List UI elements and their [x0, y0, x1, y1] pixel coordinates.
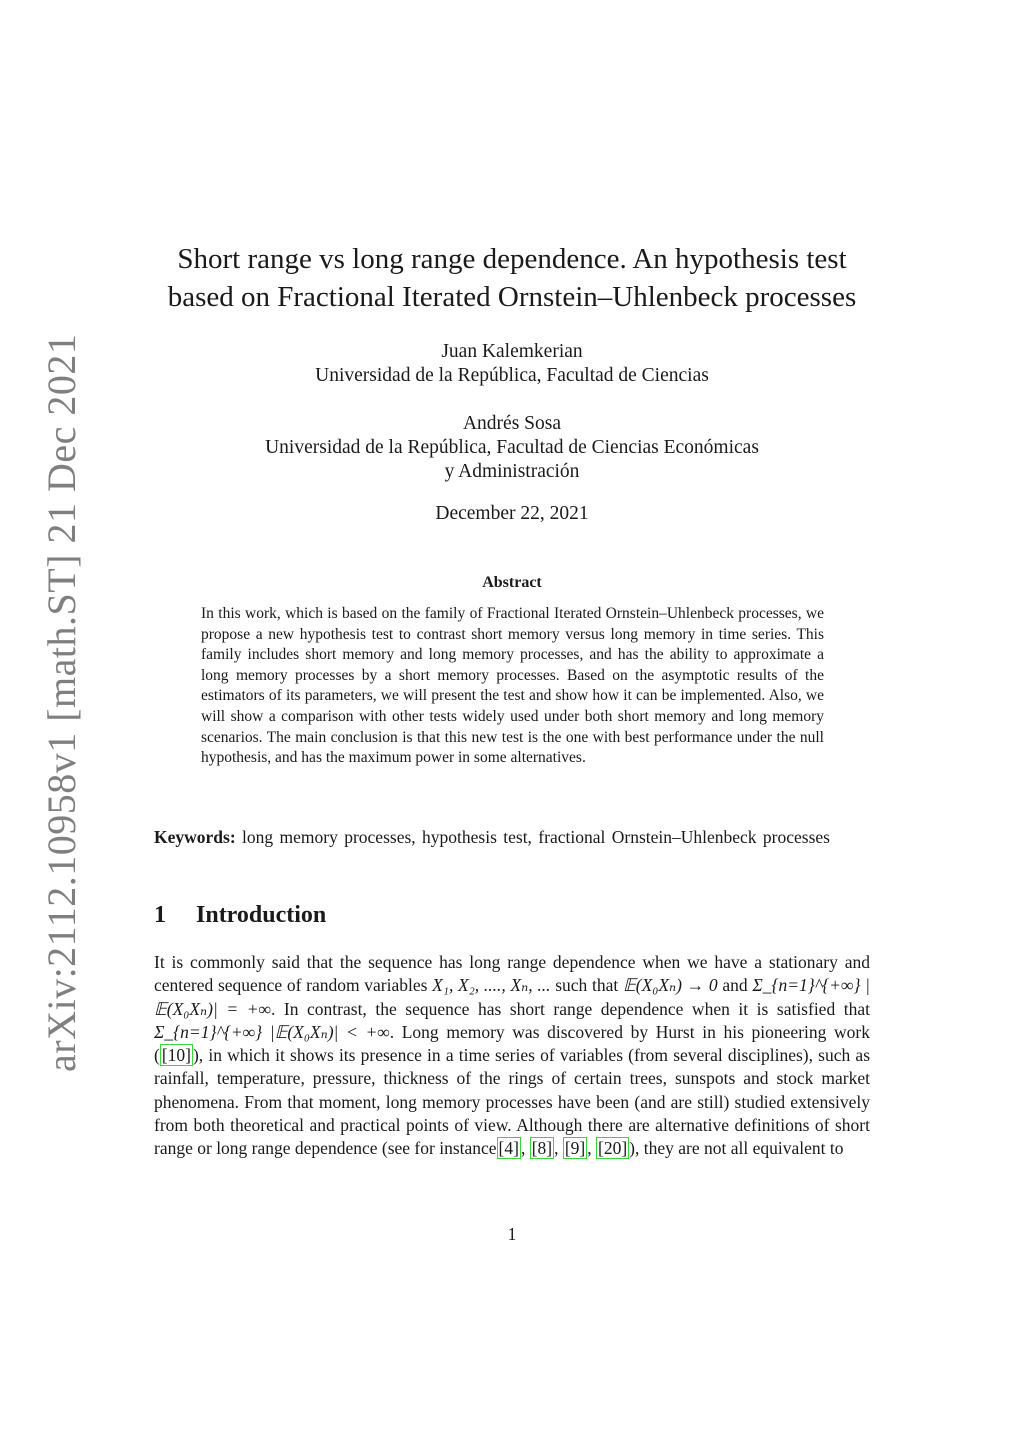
intro-text-run: ,: [520, 1138, 530, 1159]
author-affiliation: Universidad de la República, Facultad de Ciencias: [315, 365, 709, 386]
author-name: Andrés Sosa: [462, 413, 562, 434]
author-name: Juan Kalemkerian: [441, 341, 583, 362]
intro-text-run: ,: [554, 1138, 563, 1159]
abstract-heading: Abstract: [482, 574, 542, 591]
section-heading-introduction: [154, 902, 326, 929]
citation-link-4[interactable]: [4]: [498, 1138, 519, 1159]
intro-text-run: ), they are not all equivalent to: [629, 1138, 844, 1159]
author-affiliation-line-2: y Administración: [444, 461, 580, 482]
author-block-2: [130, 412, 894, 484]
intro-text-run: . Long memory was discovered by Hurst in his pioneering work (: [154, 1021, 870, 1066]
keywords: [154, 826, 870, 849]
math-sum-infinite: Σ_{n=1}^{+∞} |𝔼(X₀Xₙ)| = +∞: [154, 975, 870, 1019]
intro-text-run: and: [717, 975, 753, 996]
publication-date: December 22, 2021: [435, 503, 589, 524]
page-number: 1: [507, 1224, 517, 1244]
math-sum-finite: Σ_{n=1}^{+∞} |𝔼(X₀Xₙ)| < +∞: [154, 1021, 390, 1042]
keywords-label: Keywords:: [154, 827, 236, 847]
citation-link-10[interactable]: [10]: [161, 1045, 191, 1066]
title-line-1: Short range vs long range dependence. An hypothesis test: [177, 243, 847, 275]
paper-title: [130, 240, 894, 316]
citation-link-8[interactable]: [8]: [531, 1138, 553, 1159]
arxiv-identifier-stamp: arXiv:2112.10958v1 [math.ST] 21 Dec 2021: [39, 333, 84, 1072]
intro-text-run: ,: [587, 1138, 597, 1159]
math-sequence: X₁, X₂, ...., Xₙ, ...: [432, 975, 551, 996]
intro-text-run: It is commonly said that the sequence has long range dependence when we have a stationary and centered sequence of random variables: [154, 952, 870, 996]
citation-link-20[interactable]: [20]: [598, 1138, 628, 1159]
intro-text-run: such that: [550, 975, 623, 996]
keywords-text: long memory processes, hypothesis test, fractional Ornstein–Uhlenbeck processes: [242, 827, 830, 847]
section-title: Introduction: [196, 902, 327, 928]
intro-text-run: ), in which it shows its presence in a time series of variables (from several disciplines), such as rainfall, temperature, pressure, thickness of the rings of certain trees, sunspots and stock market phenomena. From that moment, long memory processes have been (and are still) studied extensively from both theoretical and practical points of view. Although there are alternative definitions of short range or long range dependence (see for instance: [154, 1045, 870, 1159]
introduction-paragraph: [154, 951, 870, 1161]
section-number: 1: [154, 902, 166, 928]
math-expectation-limit: 𝔼(X₀Xₙ) → 0: [622, 975, 718, 996]
citation-link-9[interactable]: [9]: [564, 1138, 586, 1159]
title-line-2: based on Fractional Iterated Ornstein–Uhlenbeck processes: [167, 281, 857, 313]
author-block-1: [130, 340, 894, 388]
abstract-text: In this work, which is based on the family of Fractional Iterated Ornstein–Uhlenbeck processes, we propose a new hypothesis test to contrast short memory versus long memory in time series. This family includes short memory and long memory processes, and has the ability to approximate a long memory processes by a short memory processes. Based on the asymptotic results of the estimators of its parameters, we will present the test and show how it can be implemented. Also, we will show a comparison with other tests widely used under both short memory and long memory scenarios. The main conclusion is that this new test is the one with best performance under the null hypothesis, and has the maximum power in some alternatives.: [201, 605, 824, 767]
intro-text-run: . In contrast, the sequence has short range dependence when it is satisfied that: [270, 998, 870, 1019]
author-affiliation: Universidad de la República, Facultad de Ciencias Económicas: [265, 437, 759, 458]
